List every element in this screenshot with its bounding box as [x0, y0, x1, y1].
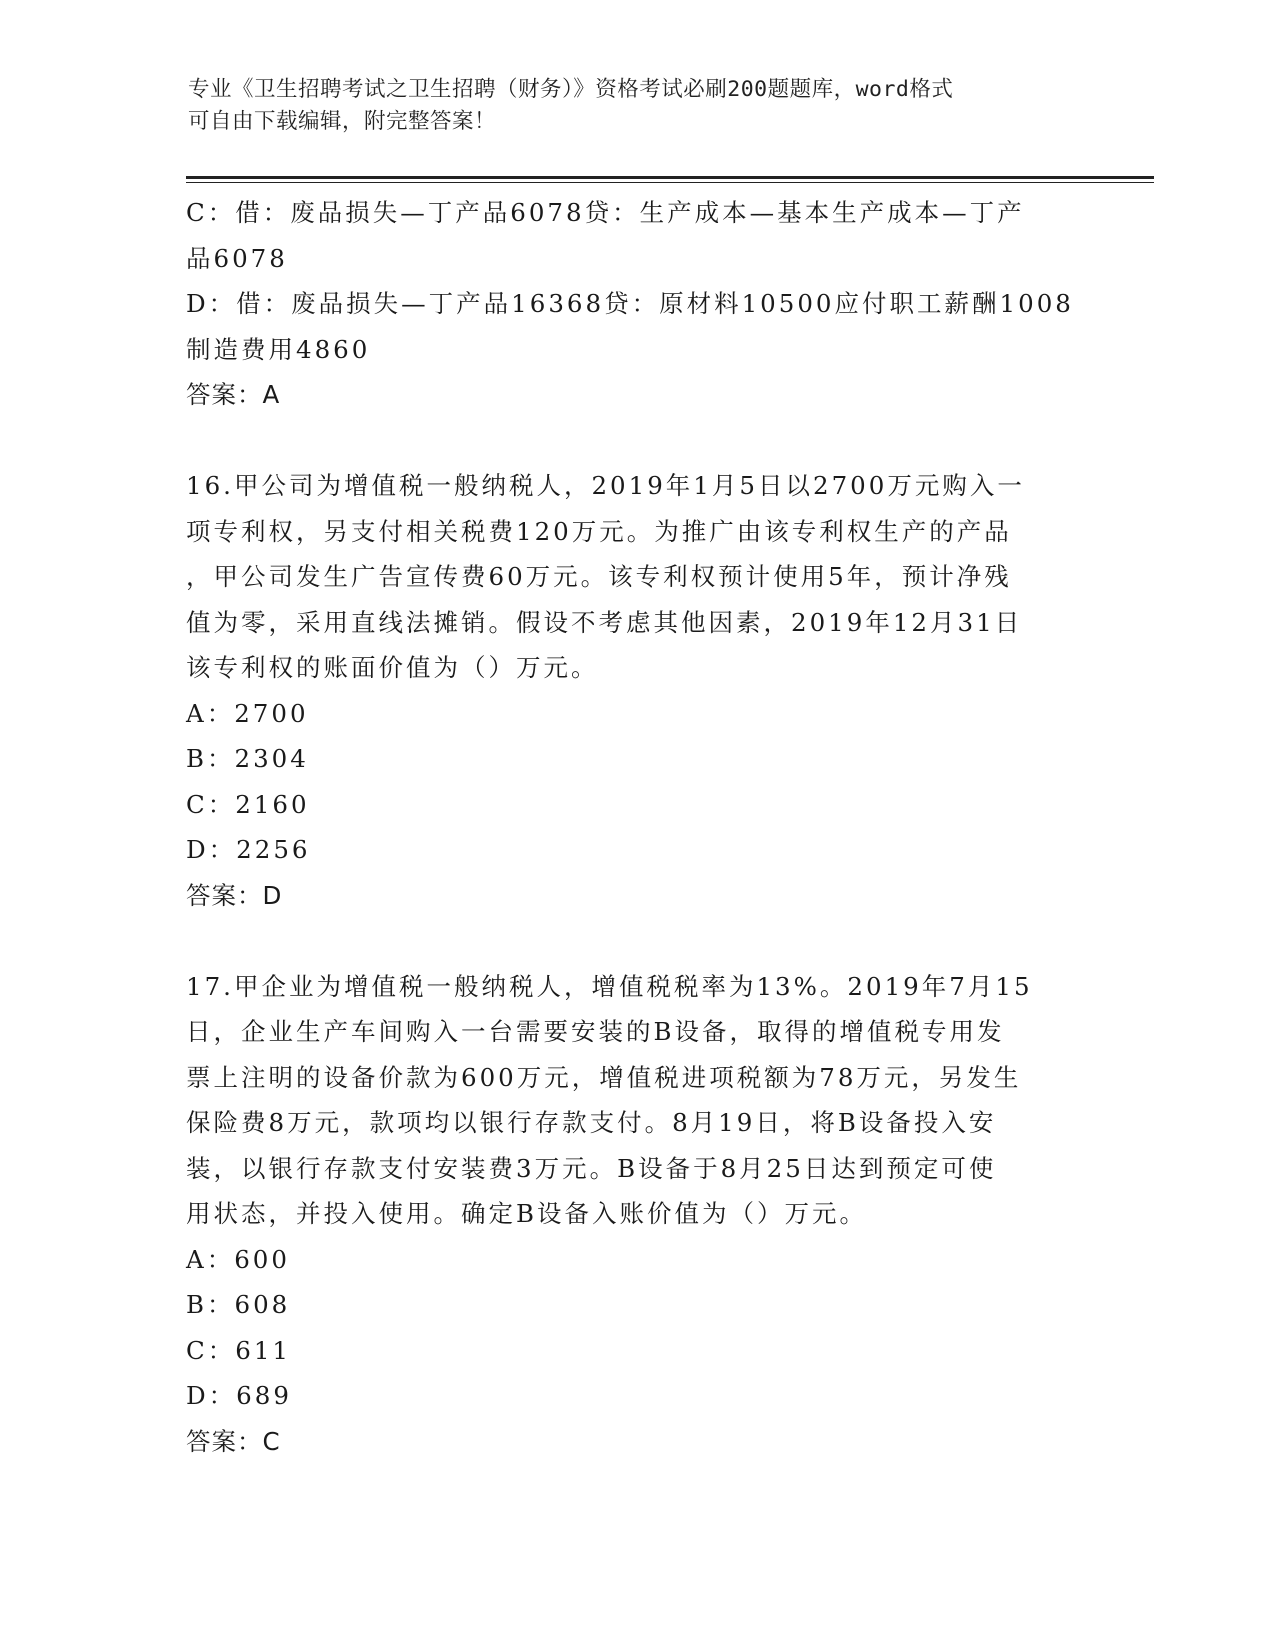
option-a: A：2700	[186, 698, 309, 728]
header-divider-thick	[186, 176, 1154, 179]
spacer	[186, 418, 1086, 464]
document-header	[188, 74, 1068, 138]
option-d: D：借：废品损失—丁产品16368贷：原材料10500应付职工薪酬1008	[186, 289, 1074, 318]
header-divider-thin	[186, 182, 1154, 183]
option-b: B：2304	[186, 744, 309, 773]
option-c: C：借：废品损失—丁产品6078贷：生产成本—基本生产成本—丁产	[186, 198, 1025, 227]
previous-question-tail	[186, 190, 1086, 418]
question-stem-line: 该专利权的账面价值为（）万元。	[186, 653, 599, 682]
question-16	[186, 463, 1086, 918]
question-stem-line: 项专利权，另支付相关税费120万元。为推广由该专利权生产的产品	[186, 516, 1012, 546]
answer-line: 答案：D	[186, 880, 283, 910]
spacer	[186, 918, 1086, 964]
option-c: C：611	[186, 1335, 292, 1365]
answer-line: 答案：A	[186, 380, 281, 409]
question-17	[186, 964, 1086, 1465]
question-stem-line: ，甲公司发生广告宣传费60万元。该专利权预计使用5年，预计净残	[186, 562, 1012, 591]
question-stem-line: 17.甲企业为增值税一般纳税人，增值税税率为13%。2019年7月15	[186, 971, 1033, 1001]
option-d: D：2256	[186, 835, 311, 864]
question-stem-line: 用状态，并投入使用。确定B设备入账价值为（）万元。	[186, 1199, 868, 1228]
question-stem-line: 保险费8万元，款项均以银行存款支付。8月19日，将B设备投入安	[186, 1108, 997, 1137]
option-d-continued: 制造费用4860	[186, 334, 371, 364]
option-c: C：2160	[186, 789, 310, 819]
question-stem-line: 装，以银行存款支付安装费3万元。B设备于8月25日达到预定可使	[186, 1153, 997, 1183]
option-b: B：608	[186, 1290, 291, 1319]
question-stem-line: 16.甲公司为增值税一般纳税人，2019年1月5日以2700万元购入一	[186, 471, 1025, 500]
question-stem-line: 票上注明的设备价款为600万元，增值税进项税额为78万元，另发生	[186, 1062, 1022, 1092]
header-title-line-2: 可自由下载编辑，附完整答案！	[188, 109, 497, 134]
option-d: D：689	[186, 1381, 292, 1410]
option-c-continued: 品6078	[186, 243, 288, 273]
question-stem-line: 值为零，采用直线法摊销。假设不考虑其他因素，2019年12月31日	[186, 607, 1023, 637]
document-body	[186, 190, 1086, 1464]
question-stem-line: 日，企业生产车间购入一台需要安装的B设备，取得的增值税专用发	[186, 1017, 1005, 1046]
answer-line: 答案：C	[186, 1426, 281, 1456]
header-title-line-1: 专业《卫生招聘考试之卫生招聘（财务）》资格考试必刷200题题库，word格式	[188, 77, 954, 102]
option-a: A：600	[186, 1244, 290, 1274]
